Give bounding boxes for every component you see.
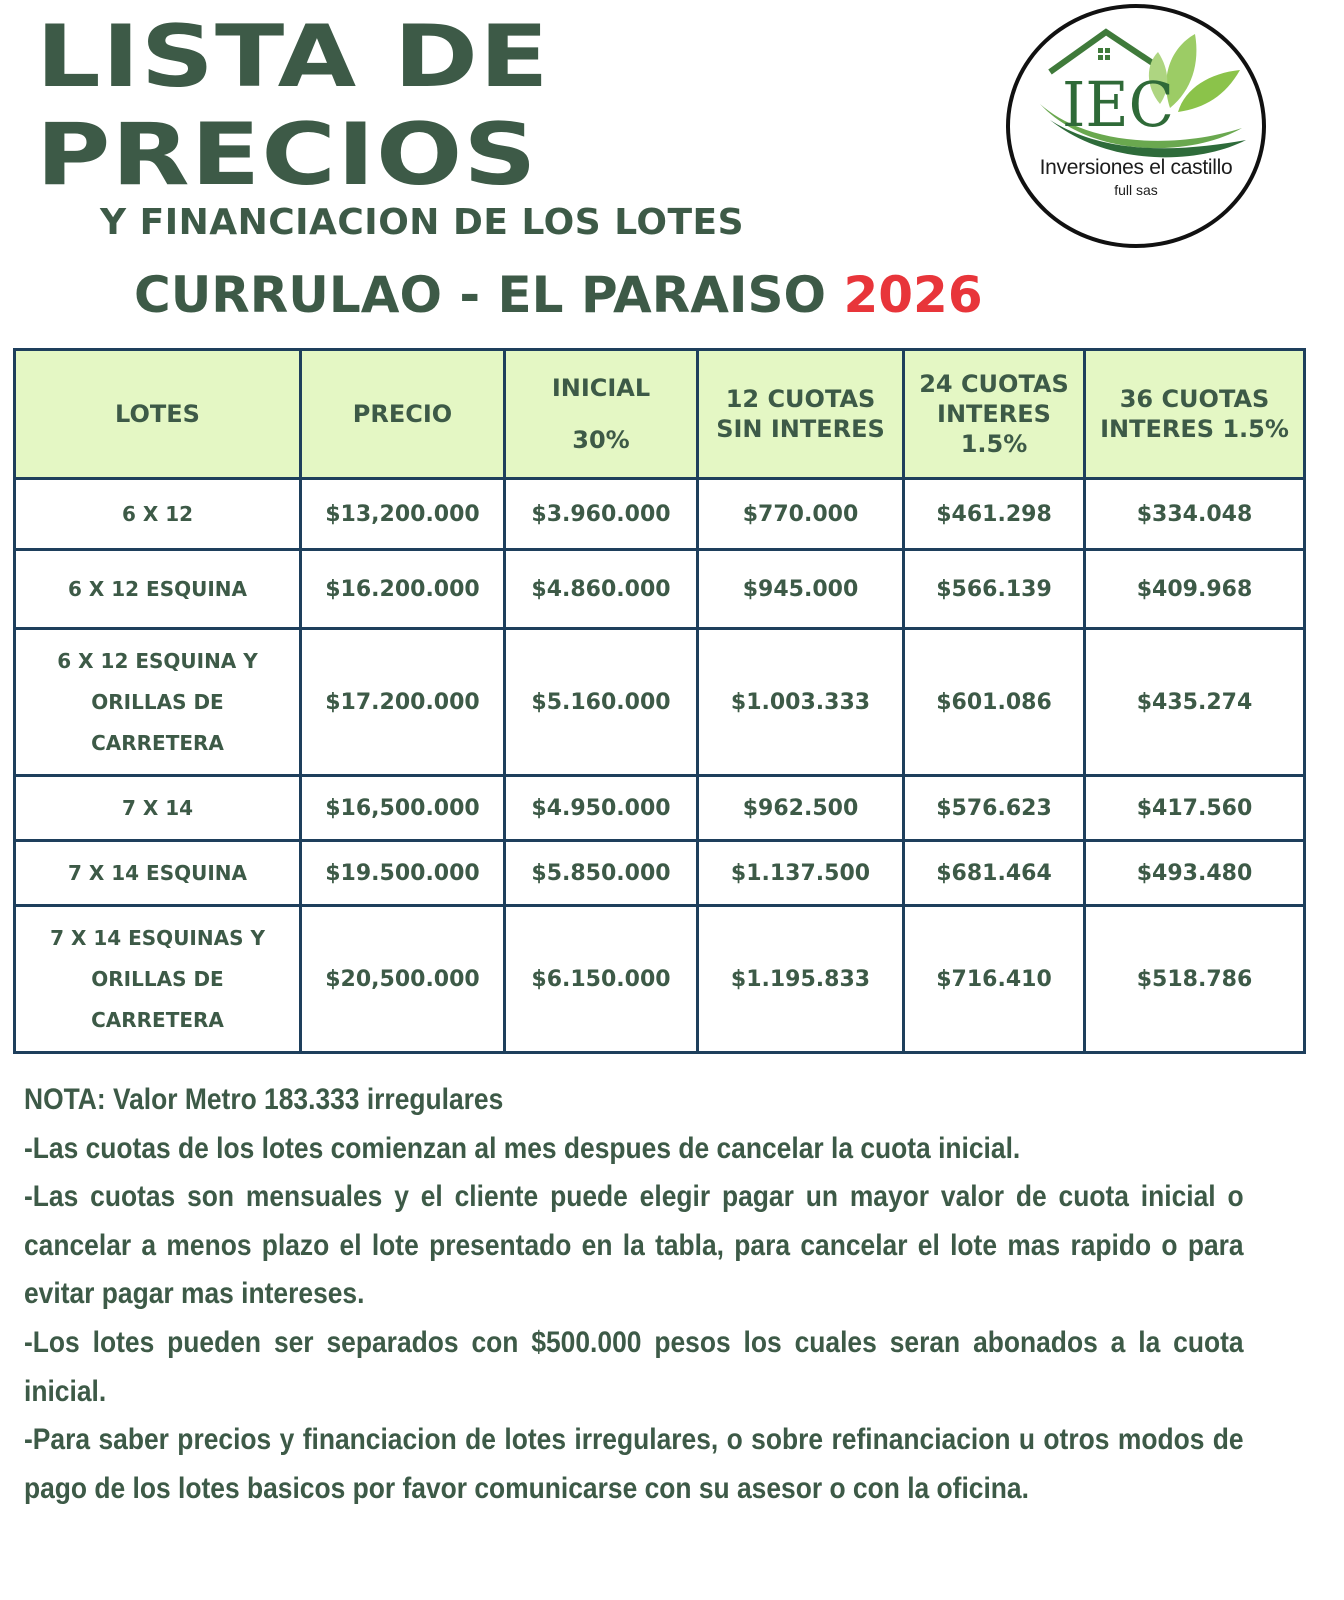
lote-label-line: 6 X 12 <box>121 501 194 526</box>
note-item: -Para saber precios y financiacion de lotes irregulares, o sobre refinanciacion u otros modos de pago de los lotes basicos por favor comunicarse con su asesor o con la oficina. <box>24 1423 1244 1505</box>
header-24-cuotas <box>904 350 1085 479</box>
cell-c36: $435.274 <box>1085 629 1305 776</box>
lote-label-line: 7 X 14 ESQUINA <box>67 860 248 885</box>
cell-c12: $770.000 <box>698 479 904 550</box>
cell-lote <box>15 479 301 550</box>
cell-lote <box>15 906 301 1053</box>
header-36-line2: INTERES 1.5% <box>1100 415 1289 443</box>
cell-c36: $409.968 <box>1085 550 1305 629</box>
cell-c12: $945.000 <box>698 550 904 629</box>
lote-label-line: CARRETERA <box>91 1007 224 1032</box>
cell-c12: $1.003.333 <box>698 629 904 776</box>
cell-c24: $601.086 <box>904 629 1085 776</box>
cell-inicial: $5.160.000 <box>505 629 698 776</box>
header-12-line2: SIN INTERES <box>716 415 885 443</box>
header-inicial <box>505 350 698 479</box>
header-lotes: LOTES <box>15 350 301 479</box>
notes-section <box>24 1076 1244 1513</box>
header-12-cuotas <box>698 350 904 479</box>
cell-lote <box>15 629 301 776</box>
note-item: -Las cuotas son mensuales y el cliente puede elegir pagar un mayor valor de cuota inicial o cancelar a menos plazo el lote presentado en la tabla, para cancelar el lote mas rapido o para evitar pagar mas intereses. <box>24 1180 1244 1311</box>
svg-text:IEC: IEC <box>1062 68 1174 141</box>
header-24-line2: INTERES <box>937 400 1051 428</box>
header-36-line1: 36 CUOTAS <box>1119 385 1270 413</box>
company-logo <box>1006 4 1266 248</box>
cell-c24: $461.298 <box>904 479 1085 550</box>
lote-label-line: 7 X 14 <box>121 795 194 820</box>
cell-lote <box>15 776 301 841</box>
header-precio: PRECIO <box>301 350 505 479</box>
lote-label-line: CARRETERA <box>91 730 224 755</box>
lote-label-line: 7 X 14 ESQUINAS Y <box>50 925 265 950</box>
cell-precio: $17.200.000 <box>301 629 505 776</box>
cell-inicial: $5.850.000 <box>505 841 698 906</box>
cell-precio: $16,500.000 <box>301 776 505 841</box>
cell-precio: $20,500.000 <box>301 906 505 1053</box>
subtitle: Y FINANCIACION DE LOS LOTES <box>100 202 745 243</box>
cell-c24: $566.139 <box>904 550 1085 629</box>
price-table <box>13 348 1306 1054</box>
table-row <box>15 841 1305 906</box>
table-row <box>15 550 1305 629</box>
table-row <box>15 776 1305 841</box>
brand-name: Inversiones el castillo <box>1039 156 1233 179</box>
cell-c36: $417.560 <box>1085 776 1305 841</box>
cell-c24: $681.464 <box>904 841 1085 906</box>
header-12-line1: 12 CUOTAS <box>725 385 876 413</box>
header-24-line3: 1.5% <box>960 430 1028 458</box>
note-title: NOTA: Valor Metro 183.333 irregulares <box>24 1083 504 1116</box>
header-24-line1: 24 CUOTAS <box>919 370 1069 398</box>
brand-suffix: full sas <box>1114 182 1158 198</box>
cell-c24: $716.410 <box>904 906 1085 1053</box>
lote-label-line: ORILLAS DE <box>91 689 224 714</box>
lote-label-line: 6 X 12 ESQUINA <box>67 576 248 601</box>
title-line-2: PRECIOS <box>36 105 538 205</box>
cell-c36: $493.480 <box>1085 841 1305 906</box>
year: 2026 <box>843 266 983 324</box>
cell-precio: $19.500.000 <box>301 841 505 906</box>
cell-inicial: $3.960.000 <box>505 479 698 550</box>
cell-precio: $16.200.000 <box>301 550 505 629</box>
lote-label-line: 6 X 12 ESQUINA Y <box>57 648 258 673</box>
cell-c12: $1.137.500 <box>698 841 904 906</box>
cell-inicial: $4.950.000 <box>505 776 698 841</box>
note-item: -Las cuotas de los lotes comienzan al mes despues de cancelar la cuota inicial. <box>24 1131 1021 1165</box>
cell-lote <box>15 841 301 906</box>
cell-inicial: $6.150.000 <box>505 906 698 1053</box>
header-inicial-line2: 30% <box>572 426 630 454</box>
cell-inicial: $4.860.000 <box>505 550 698 629</box>
table-row <box>15 479 1305 550</box>
title-line-1: LISTA DE <box>36 7 550 107</box>
cell-c36: $518.786 <box>1085 906 1305 1053</box>
cell-c24: $576.623 <box>904 776 1085 841</box>
table-header-row <box>15 350 1305 479</box>
note-item: -Los lotes pueden ser separados con $500.000 pesos los cuales seran abonados a la cuota inicial. <box>24 1325 1244 1408</box>
lote-label-line: ORILLAS DE <box>91 966 224 991</box>
house-leaf-icon <box>1010 8 1262 244</box>
header-inicial-line1: INICIAL <box>551 374 651 402</box>
cell-lote <box>15 550 301 629</box>
cell-c36: $334.048 <box>1085 479 1305 550</box>
cell-c12: $1.195.833 <box>698 906 904 1053</box>
table-row <box>15 629 1305 776</box>
location-heading <box>134 266 983 324</box>
table-row <box>15 906 1305 1053</box>
cell-c12: $962.500 <box>698 776 904 841</box>
location-name: CURRULAO - EL PARAISO <box>134 266 827 324</box>
header-36-cuotas <box>1085 350 1305 479</box>
cell-precio: $13,200.000 <box>301 479 505 550</box>
